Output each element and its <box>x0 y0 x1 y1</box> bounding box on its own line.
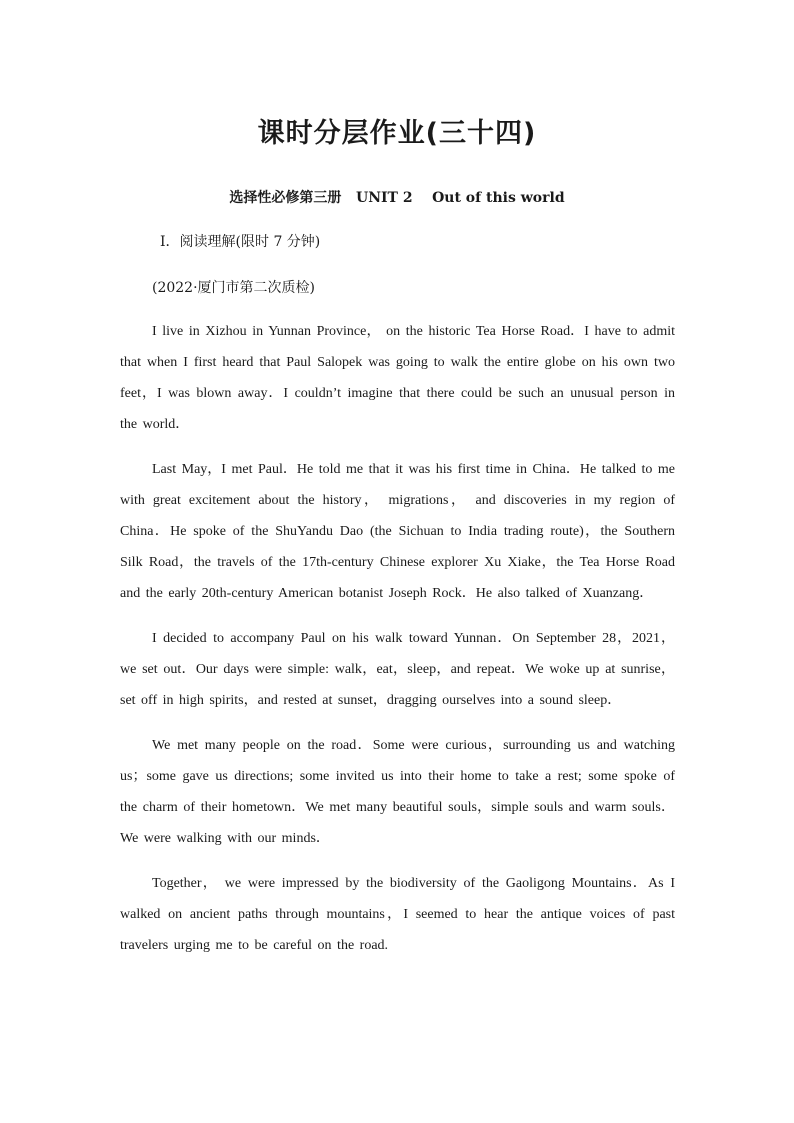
passage-paragraph-4: We met many people on the road．Some were curious，surrounding us and watching us；some gave us directions; some invited us into their home to take a rest; some spoke of the charm of their hometown．We met many beautiful souls，simple souls and warm souls．We were walking with our minds． <box>120 738 675 846</box>
page-subtitle: 选择性必修第三册 UNIT 2 Out of this world <box>229 190 565 206</box>
passage-paragraph-2: Last May，I met Paul．He told me that it was his first time in China．He talked to me with great excitement about the history， migrations， and discoveries in my region of China．He spoke of the ShuYandu Dao (the Sichuan to India trading route)，the Southern Silk Road，the travels of the 17th-century Chinese explorer Xu Xiake，the Tea Horse Road and the early 20th-century American botanist Joseph Rock．He also talked of Xuanzang． <box>120 462 675 601</box>
passage-paragraph-1: I live in Xizhou in Yunnan Province， on the historic Tea Horse Road．I have to admit that when I first heard that Paul Salopek was going to walk the entire globe on his own two feet，I was blown away．I couldn’t imagine that there could be such an unusual person in the world． <box>120 324 675 432</box>
passage-paragraph-5: Together， we were impressed by the biodiversity of the Gaoligong Mountains．As I walked on ancient paths through mountains，I seemed to hear the antique voices of past travelers urging me to be careful on the road. <box>120 876 675 953</box>
passage-paragraph-3: I decided to accompany Paul on his walk toward Yunnan．On September 28，2021，we set out．Our days were simple: walk，eat，sleep，and repeat．We woke up at sunrise，set off in high spirits，and rested at sunset，dragging ourselves into a sound sleep． <box>120 631 675 708</box>
section-heading: Ⅰ．阅读理解(限时 7 分钟) <box>160 234 321 250</box>
reading-passage <box>120 316 675 975</box>
page-title: 课时分层作业(三十四) <box>257 118 537 149</box>
passage-source: (2022·厦门市第二次质检) <box>152 280 316 296</box>
